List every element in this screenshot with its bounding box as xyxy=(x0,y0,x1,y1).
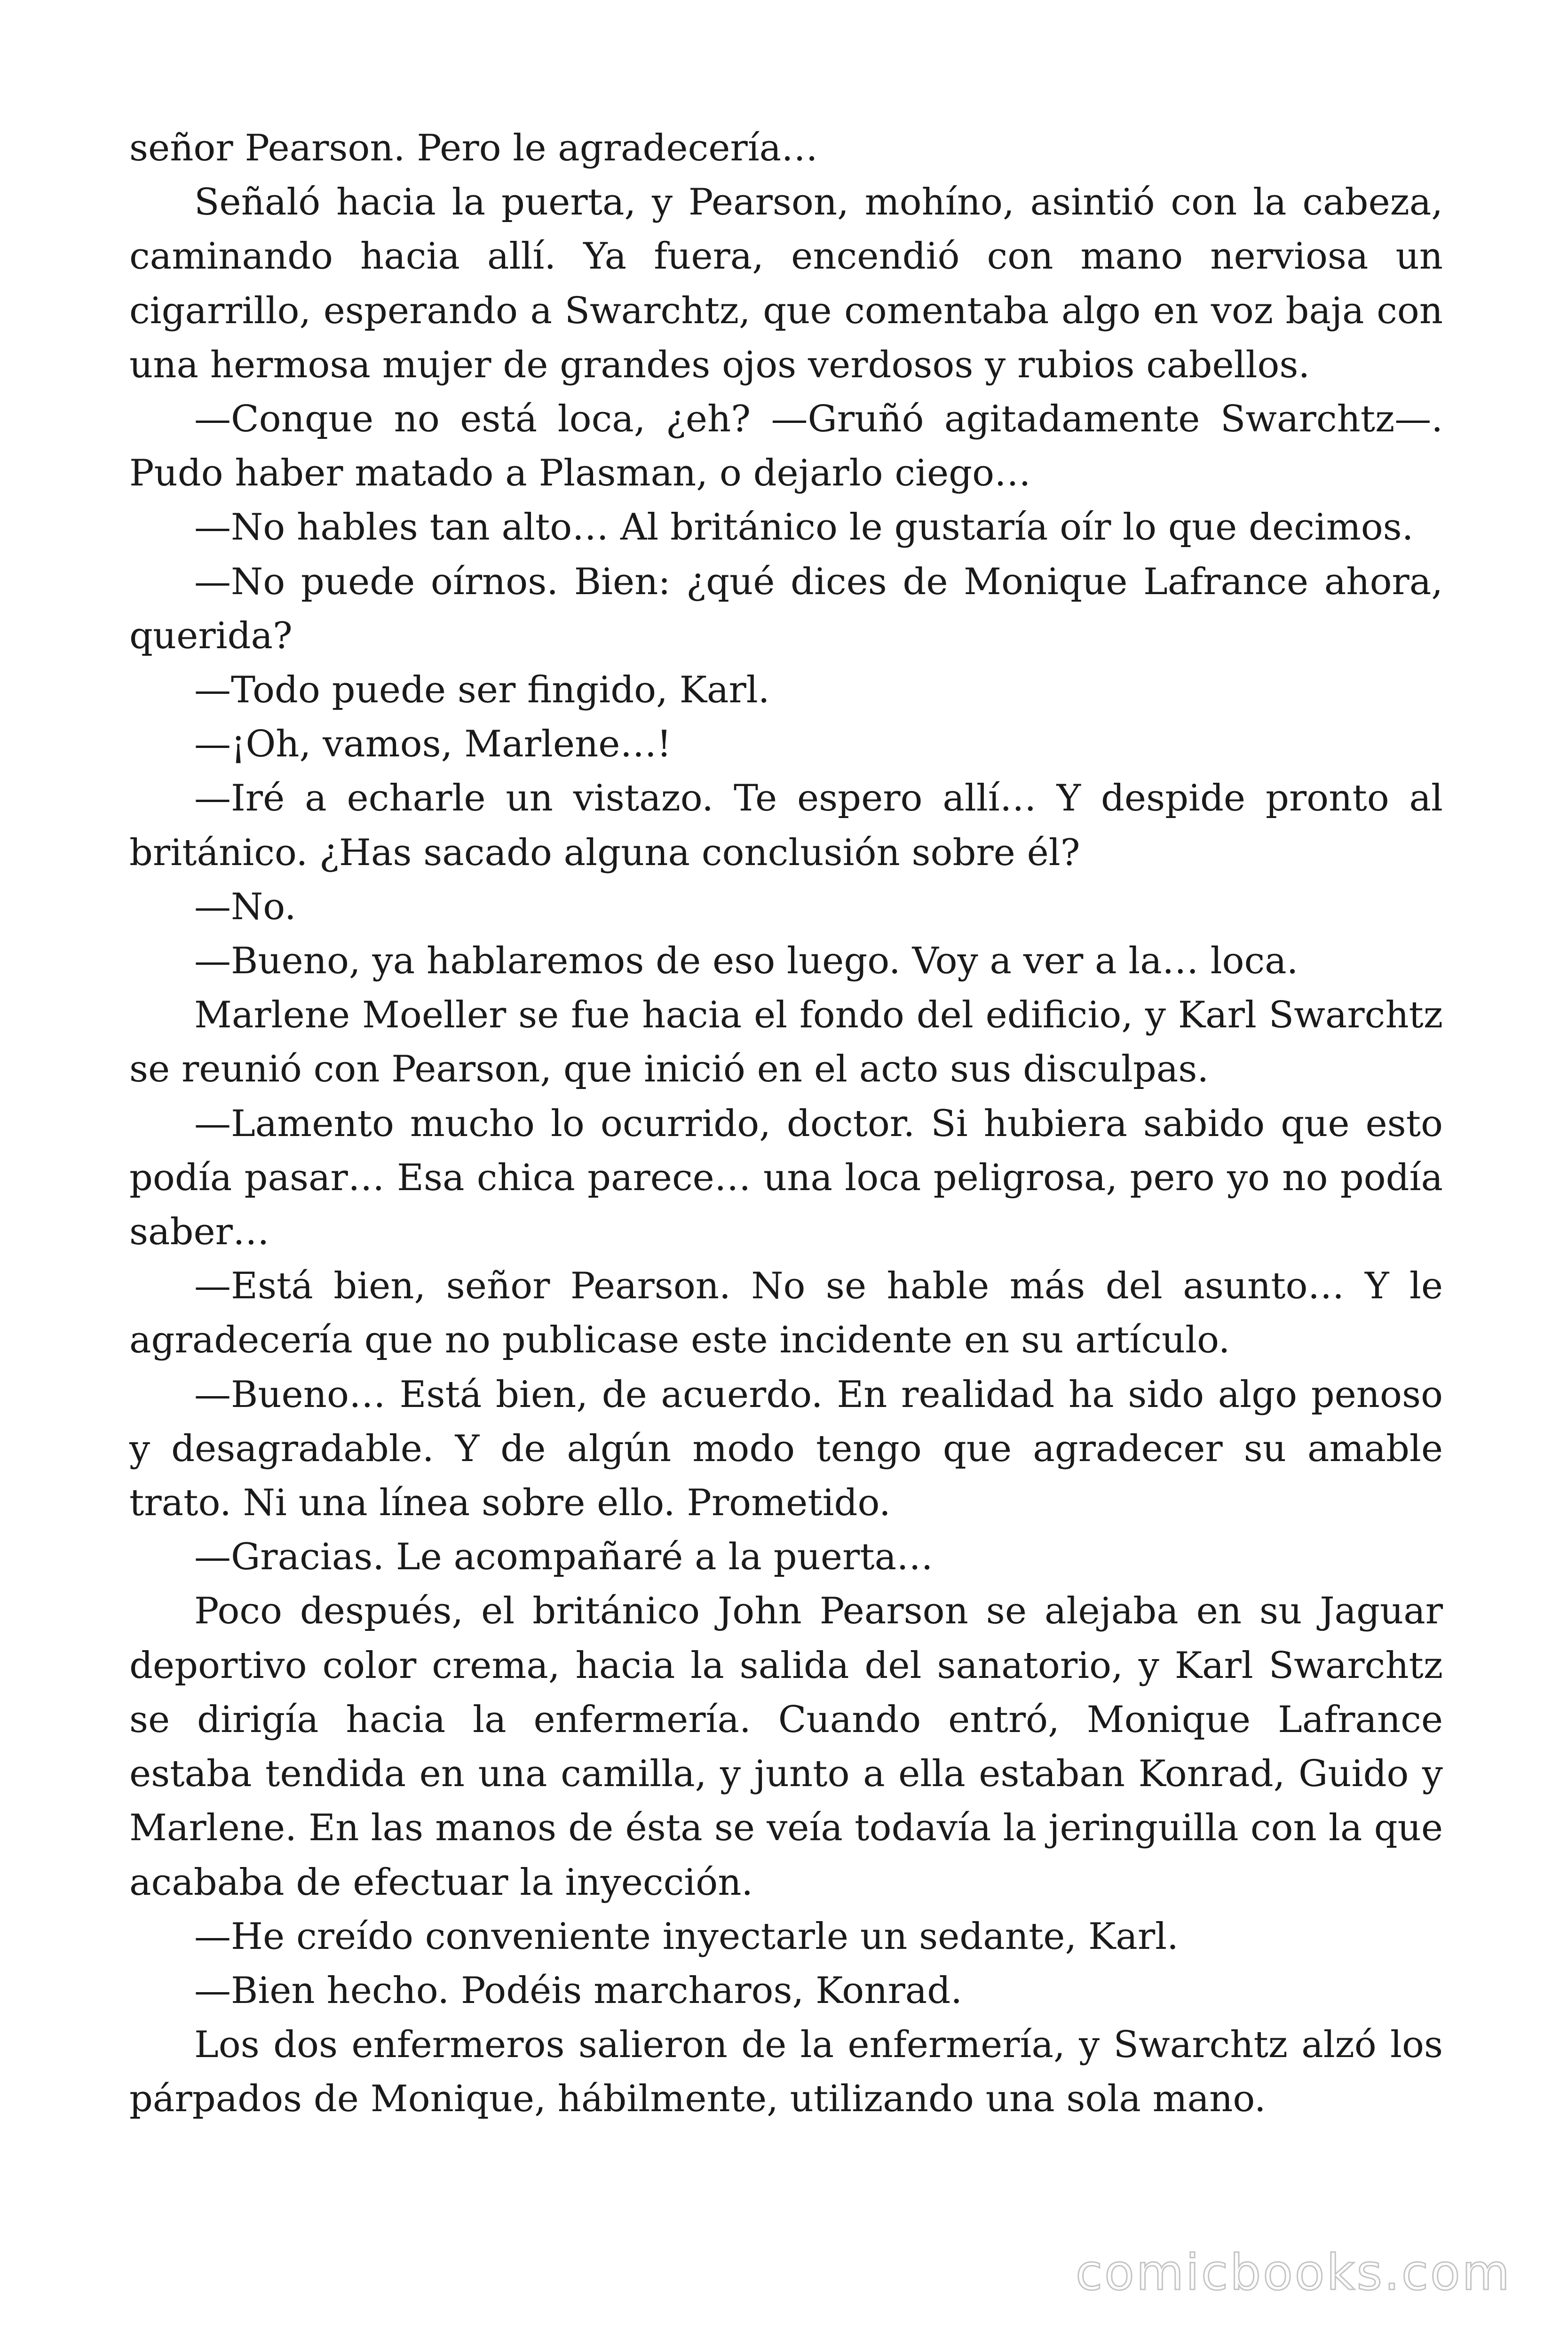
paragraph-9: —No. xyxy=(194,885,296,928)
paragraph-14: —Bueno… Está bien, de acuerdo. En realidad ha sido algo penoso y desagradable. Y de algún modo tengo que agradecer su amable trato. Ni una línea sobre ello. Prometido. xyxy=(129,1373,1443,1525)
paragraph-16: Poco después, el británico John Pearson se alejaba en su Jaguar deportivo color crema, hacia la salida del sanatorio, y Karl Swarchtz se dirigía hacia la enfermería. Cuando entró, Monique Lafrance estaba tendida en una camilla, y junto a ella estaban Konrad, Guido y Marlene. En las manos de ésta se veía todavía la jeringuilla con la que acababa de efectuar la inyección. xyxy=(129,1590,1443,1904)
watermark: comicbooks.com xyxy=(1075,2244,1512,2301)
paragraph-7: —¡Oh, vamos, Marlene…! xyxy=(194,723,672,766)
paragraph-18: —Bien hecho. Podéis marcharos, Konrad. xyxy=(194,1969,963,2012)
paragraph-8: —Iré a echarle un vistazo. Te espero allí… Y despide pronto al británico. ¿Has sacado alguna conclusión sobre él? xyxy=(129,777,1443,874)
paragraph-12: —Lamento mucho lo ocurrido, doctor. Si hubiera sabido que esto podía pasar… Esa chica parece… una loca peligrosa, pero yo no podía saber… xyxy=(129,1102,1443,1254)
paragraph-19: Los dos enfermeros salieron de la enfermería, y Swarchtz alzó los párpados de Monique, hábilmente, utilizando una sola mano. xyxy=(129,2024,1443,2121)
paragraph-6: —Todo puede ser fingido, Karl. xyxy=(194,669,770,712)
paragraph-15: —Gracias. Le acompañaré a la puerta… xyxy=(194,1536,934,1579)
paragraph-1: señor Pearson. Pero le agradecería… xyxy=(129,127,818,169)
paragraph-4: —No hables tan alto… Al británico le gustaría oír lo que decimos. xyxy=(194,506,1414,549)
paragraph-2: Señaló hacia la puerta, y Pearson, mohíno, asintió con la cabeza, caminando hacia allí. Ya fuera, encendió con mano nerviosa un cigarrillo, esperando a Swarchtz, que comentaba algo en voz baja con una hermosa mujer de grandes ojos verdosos y rubios cabellos. xyxy=(129,181,1443,386)
page-text xyxy=(129,121,1443,2127)
paragraph-13: —Está bien, señor Pearson. No se hable más del asunto… Y le agradecería que no publicase este incidente en su artículo. xyxy=(129,1265,1443,1362)
paragraph-11: Marlene Moeller se fue hacia el fondo del edificio, y Karl Swarchtz se reunió con Pearson, que inició en el acto sus disculpas. xyxy=(129,994,1443,1091)
paragraph-3: —Conque no está loca, ¿eh? —Gruñó agitadamente Swarchtz—. Pudo haber matado a Plasman, o dejarlo ciego… xyxy=(129,398,1443,495)
paragraph-5: —No puede oírnos. Bien: ¿qué dices de Monique Lafrance ahora, querida? xyxy=(129,560,1443,657)
paragraph-10: —Bueno, ya hablaremos de eso luego. Voy a ver a la… loca. xyxy=(194,940,1299,983)
paragraph-17: —He creído conveniente inyectarle un sedante, Karl. xyxy=(194,1915,1179,1958)
